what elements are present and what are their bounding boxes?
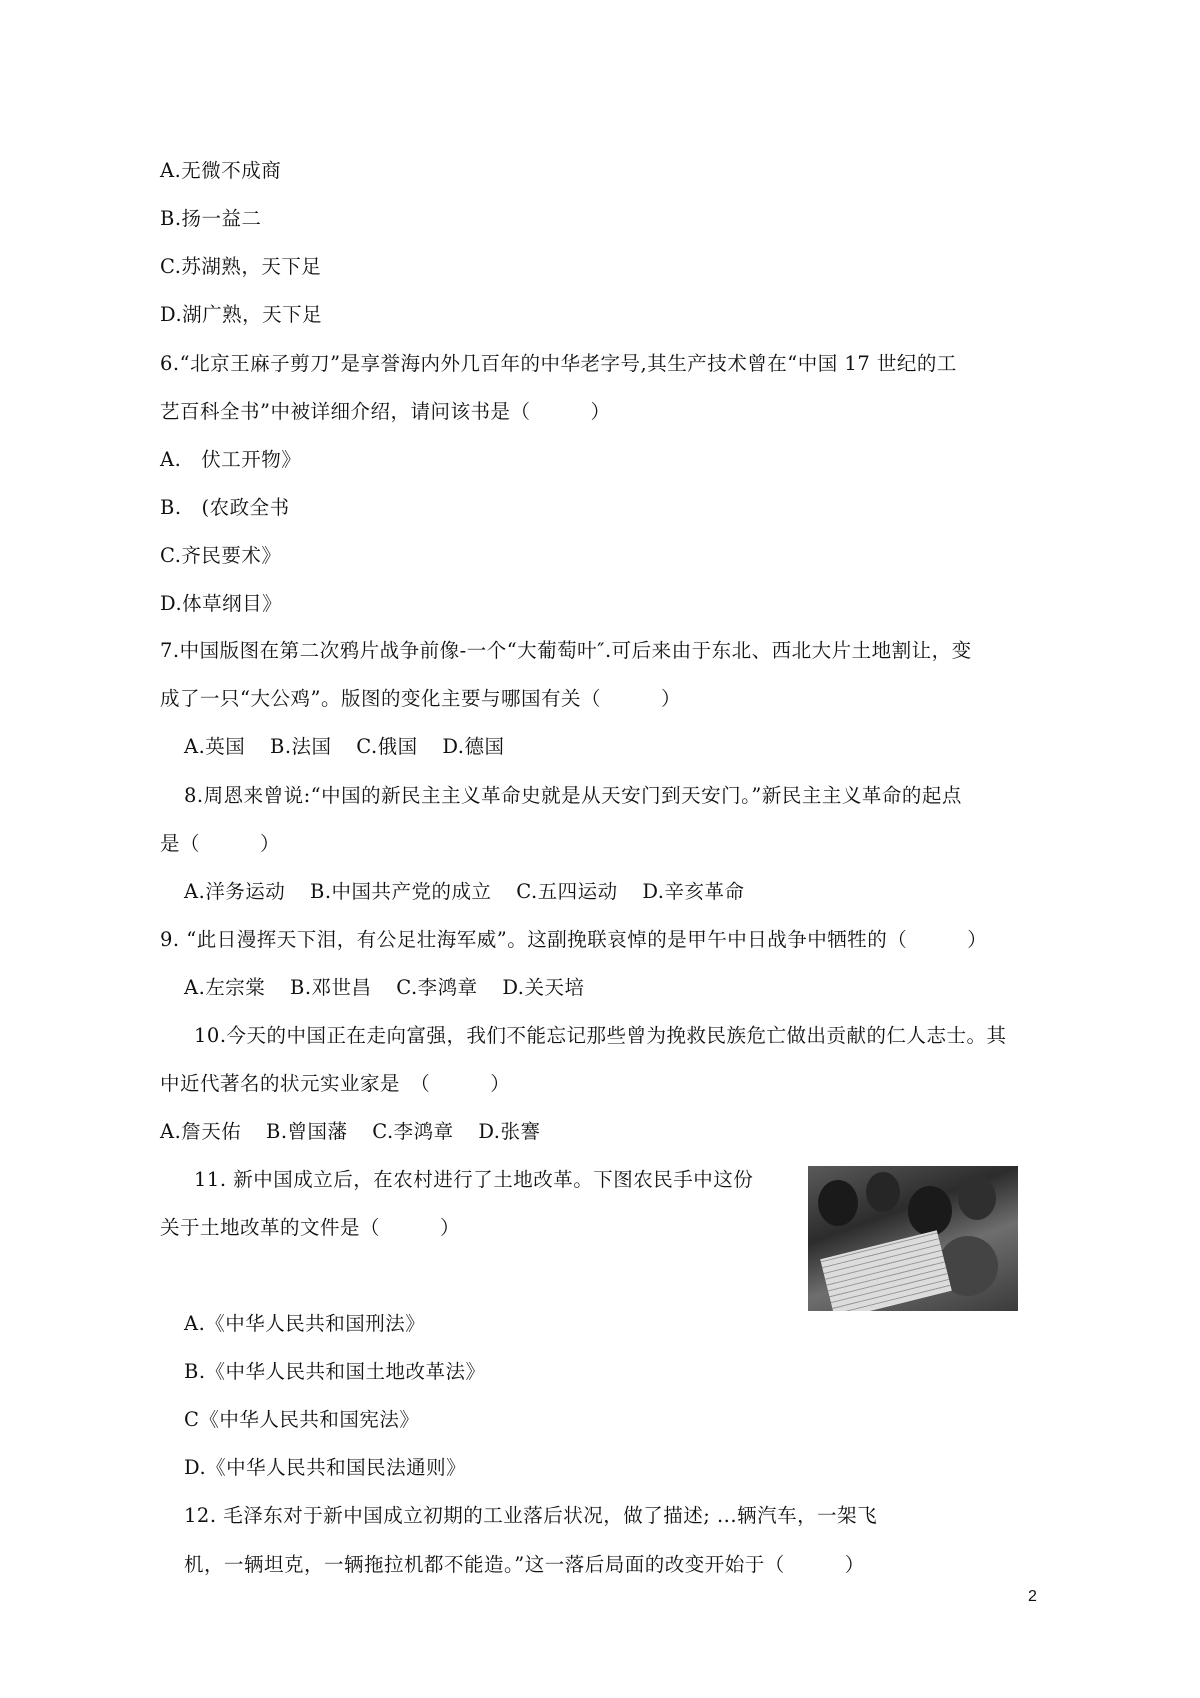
q9-option-a: A.左宗棠 bbox=[184, 976, 266, 999]
q5-option-a: A.无微不成商 bbox=[160, 159, 282, 182]
q9-option-c: C.李鸿章 bbox=[396, 976, 478, 999]
q9-option-b: B.邓世昌 bbox=[289, 976, 372, 999]
q8-option-c: C.五四运动 bbox=[516, 880, 618, 903]
q10-stem-line1: 10.今天的中国正在走向富强，我们不能忘记那些曾为挽救民族危亡做出贡献的仁人志士。其 bbox=[194, 1024, 1007, 1047]
q6-option-b: B. (农政全书 bbox=[160, 496, 290, 519]
q8-stem-line2: 是（ ） bbox=[160, 832, 281, 855]
q8-option-d: D.辛亥革命 bbox=[642, 880, 745, 903]
q10-stem-line2: 中近代著名的状元实业家是 （ ） bbox=[160, 1072, 511, 1095]
q7-stem-line1: 7.中国版图在第二次鸦片战争前像-一个“大葡萄叶″.可后来由于东北、西北大片土地割让，变 bbox=[160, 639, 972, 662]
q6-stem-line1: 6.“北京王麻子剪刀”是享誉海内外几百年的中华老字号,其生产技术曾在“中国 17 世纪的工 bbox=[160, 352, 957, 375]
q10-option-b: B.曾国藩 bbox=[265, 1120, 348, 1143]
q7-option-b: B.法国 bbox=[269, 735, 332, 758]
q7-option-c: C.俄国 bbox=[356, 735, 418, 758]
q10-options bbox=[160, 1118, 559, 1146]
q8-option-a: A.洋务运动 bbox=[184, 880, 286, 903]
page-number: 2 bbox=[1028, 1588, 1037, 1605]
q6-stem-line2: 艺百科全书”中被详细介绍，请问该书是（ ） bbox=[160, 400, 611, 423]
land-reform-photo bbox=[808, 1166, 1018, 1311]
q11-stem-line1: 11. 新中国成立后，在农村进行了土地改革。下图农民手中这份 bbox=[194, 1168, 754, 1191]
q10-option-d: D.张謇 bbox=[478, 1120, 541, 1143]
q8-option-b: B.中国共产党的成立 bbox=[309, 880, 492, 903]
q8-options bbox=[184, 878, 763, 906]
q11-option-b: B.《中华人民共和国土地改革法》 bbox=[184, 1360, 486, 1383]
q12-stem-line2: 机，一辆坦克，一辆拖拉机都不能造。”这一落后局面的改变开始于（ ） bbox=[184, 1553, 865, 1576]
q7-option-a: A.英国 bbox=[184, 735, 246, 758]
q11-option-c: C《中华人民共和国宪法》 bbox=[184, 1408, 420, 1431]
q6-option-a: A. 伏工开物》 bbox=[160, 448, 302, 471]
q11-option-d: D.《中华人民共和国民法通则》 bbox=[184, 1456, 467, 1479]
q7-option-d: D.德国 bbox=[442, 735, 505, 758]
q11-option-a: A.《中华人民共和国刑法》 bbox=[184, 1312, 426, 1335]
q7-stem-line2: 成了一只“大公鸡”。版图的变化主要与哪国有关（ ） bbox=[160, 687, 681, 710]
q10-option-a: A.詹天佑 bbox=[160, 1120, 242, 1143]
q5-option-c: C.苏湖熟，天下足 bbox=[160, 255, 322, 278]
q6-option-d: D.体草纲目》 bbox=[160, 592, 283, 615]
q9-options bbox=[184, 974, 603, 1002]
q5-option-b: B.扬一益二 bbox=[160, 207, 262, 230]
q9-stem-line1: 9. “此日漫挥天下泪，有公足壮海军威”。这副挽联哀悼的是甲午中日战争中牺牲的（ ） bbox=[160, 928, 988, 951]
q8-stem-line1: 8.周恩来曾说:“中国的新民主主义革命史就是从天安门到天安门。”新民主主义革命的起点 bbox=[184, 784, 962, 807]
q11-stem-line2: 关于土地改革的文件是（ ） bbox=[160, 1216, 461, 1239]
q5-option-d: D.湖广熟，天下足 bbox=[160, 303, 323, 326]
q9-option-d: D.关天培 bbox=[502, 976, 585, 999]
q7-options bbox=[184, 733, 523, 761]
q12-stem-line1: 12. 毛泽东对于新中国成立初期的工业落后状况，做了描述; ...辆汽车，一架飞 bbox=[184, 1504, 878, 1527]
q10-option-c: C.李鸿章 bbox=[372, 1120, 454, 1143]
q6-option-c: C.齐民要术》 bbox=[160, 544, 282, 567]
